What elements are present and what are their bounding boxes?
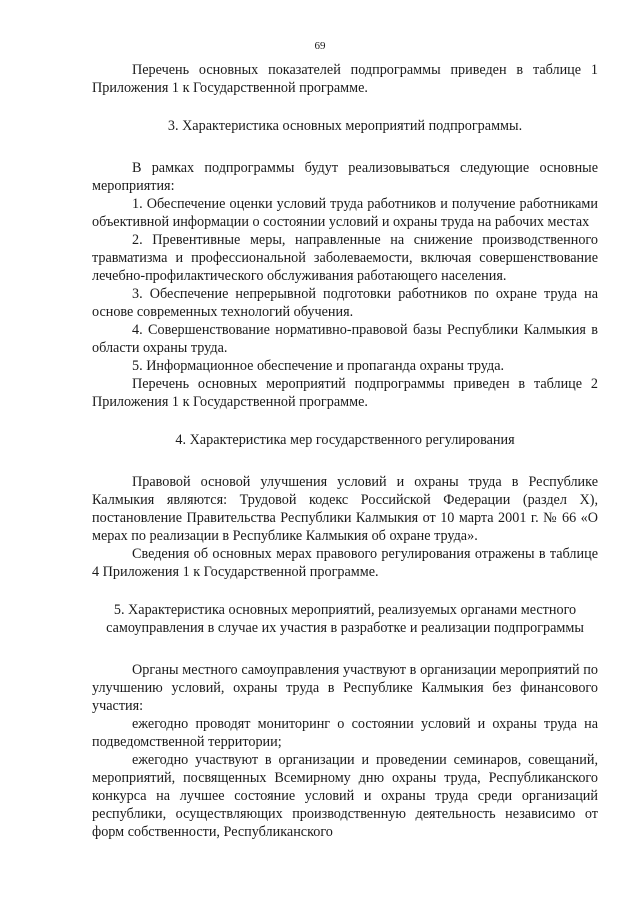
paragraph-indicators-reference: Перечень основных показателей подпрограммы приведен в таблице 1 Приложения 1 к Государственной программе. xyxy=(92,62,598,96)
paragraph-monitoring: ежегодно проводят мониторинг о состоянии условий и охраны труда на подведомственной территории; xyxy=(92,716,598,750)
list-item-1: 1. Обеспечение оценки условий труда работников и получение работниками объективной информации о состоянии условий и охраны труда на рабочих местах xyxy=(92,196,598,230)
list-item-4: 4. Совершенствование нормативно-правовой базы Республики Калмыкия в области охраны труда. xyxy=(92,322,598,356)
paragraph-regulation-reference: Сведения об основных мерах правового регулирования отражены в таблице 4 Приложения 1 к Государственной программе. xyxy=(92,546,598,580)
list-item-5: 5. Информационное обеспечение и пропаганда охраны труда. xyxy=(132,358,505,374)
section-4-heading: 4. Характеристика мер государственного регулирования xyxy=(175,432,515,448)
paragraph-local-authorities: Органы местного самоуправления участвуют в организации мероприятий по улучшению условий, охраны труда в Республике Калмыкия без финансового участия: xyxy=(92,662,598,714)
paragraph-measures-intro: В рамках подпрограммы будут реализовываться следующие основные мероприятия: xyxy=(92,160,598,194)
document-body xyxy=(92,61,598,841)
list-item-3: 3. Обеспечение непрерывной подготовки работников по охране труда на основе современных технологий обучения. xyxy=(92,286,598,320)
section-5-heading: 5. Характеристика основных мероприятий, реализуемых органами местного самоуправления в случае их участия в разработке и реализации подпрограммы xyxy=(106,602,584,636)
section-3-heading: 3. Характеристика основных мероприятий подпрограммы. xyxy=(167,118,523,134)
paragraph-legal-basis: Правовой основой улучшения условий и охраны труда в Республике Калмыкия являются: Трудовой кодекс Российской Федерации (раздел X), постановление Правительства Республики Калмыкия от 10 марта 2001 г. № 66 «О мерах по реализации в Республике Калмыкия об охране труда». xyxy=(92,474,598,544)
list-item-2: 2. Превентивные меры, направленные на снижение производственного травматизма и профессиональной заболеваемости, включая совершенствование лечебно-профилактического обслуживания работающего населения. xyxy=(92,232,598,284)
paragraph-seminars: ежегодно участвуют в организации и проведении семинаров, совещаний, мероприятий, посвященных Всемирному дню охраны труда, Республиканского конкурса на лучшее состояние условий и охраны труда среди организаций республики, осуществляющих производственную деятельность независимо от форм собственности, Республиканского xyxy=(92,752,598,840)
page-number: 69 xyxy=(314,40,326,52)
paragraph-measures-reference: Перечень основных мероприятий подпрограммы приведен в таблице 2 Приложения 1 к Государственной программе. xyxy=(92,376,598,410)
